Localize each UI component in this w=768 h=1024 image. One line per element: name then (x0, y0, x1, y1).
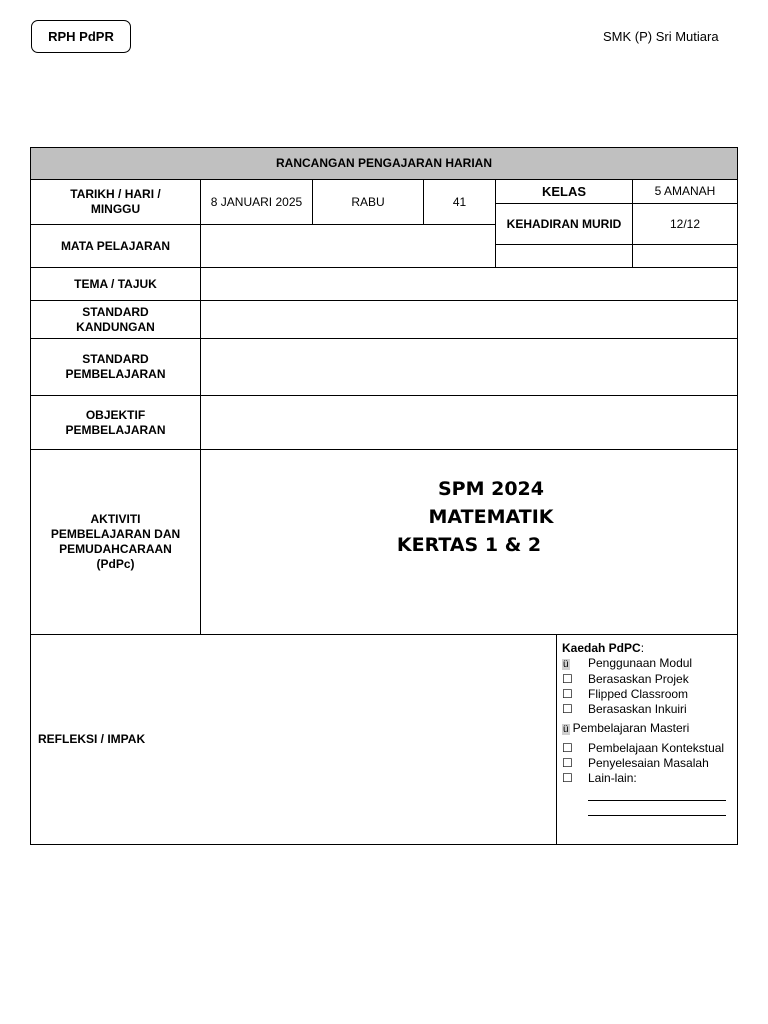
school-name: SMK (P) Sri Mutiara (603, 29, 719, 44)
kaedah-item-label: Flipped Classroom (588, 687, 689, 701)
tema-label: TEMA / TAJUK (30, 267, 200, 300)
kaedah-item-berasaskan-projek[interactable] (562, 672, 734, 687)
kehadiran-label: KEHADIRAN MURID (495, 203, 632, 244)
kaedah-item-label: Lain-lain: (588, 771, 637, 785)
minggu-value: 41 (423, 179, 495, 224)
kaedah-item-pembelajaran-masteri[interactable] (562, 721, 734, 737)
kehadiran-value: 12/12 (632, 203, 738, 244)
mata-pelajaran-value (200, 224, 495, 267)
aktiviti-content (200, 449, 738, 634)
kelas-label: KELAS (495, 179, 632, 203)
checkbox-icon: ☐ (562, 672, 573, 686)
checkbox-icon: ☐ (562, 741, 573, 755)
rph-pdpr-badge: RPH PdPR (31, 20, 131, 53)
blank-cell (632, 244, 738, 267)
kaedah-item-lain-lain[interactable] (562, 771, 734, 786)
mata-pelajaran-label: MATA PELAJARAN (30, 224, 200, 267)
aktiviti-label: AKTIVITI PEMBELAJARAN DAN PEMUDAHCARAAN (PdPc) (30, 449, 200, 634)
kaedah-item-label: Penyelesaian Masalah (588, 756, 709, 770)
tema-value (200, 267, 738, 300)
kaedah-item-label: Berasaskan Inkuiri (588, 702, 687, 716)
kaedah-item-label: Berasaskan Projek (588, 672, 689, 686)
kaedah-item-berasaskan-inkuiri[interactable] (562, 702, 734, 717)
kaedah-title: Kaedah PdPC (562, 641, 641, 655)
standard-pembelajaran-value (200, 338, 738, 395)
kaedah-item-flipped-classroom[interactable] (562, 687, 734, 702)
standard-kandungan-label: STANDARD KANDUNGAN (30, 300, 200, 338)
hari-value: RABU (312, 179, 423, 224)
tarikh-label: TARIKH / HARI / MINGGU (30, 179, 200, 224)
checkbox-icon: ☐ (562, 702, 573, 716)
kaedah-item-penggunaan-modul[interactable] (562, 656, 734, 672)
kaedah-item-penyelesaian-masalah[interactable] (562, 756, 734, 771)
objektif-label: OBJEKTIF PEMBELAJARAN (30, 395, 200, 449)
kaedah-item-label: Pembelajaran Masteri (572, 721, 690, 735)
lain-lain-blank-line[interactable] (588, 786, 726, 801)
aktiviti-line3: KERTAS 1 & 2 (396, 534, 542, 556)
standard-kandungan-value (200, 300, 738, 338)
checkbox-icon: ☐ (562, 756, 573, 770)
checked-mark-icon: ü (563, 724, 569, 735)
aktiviti-line2: MATEMATIK (428, 506, 554, 528)
table-title: RANCANGAN PENGAJARAN HARIAN (30, 147, 738, 179)
checkbox-icon: ☐ (562, 687, 573, 701)
kaedah-item-pembelajaan-kontekstual[interactable] (562, 741, 734, 756)
blank-cell (495, 244, 632, 267)
checked-mark-icon: ü (563, 659, 569, 670)
kelas-value: 5 AMANAH (632, 179, 738, 203)
aktiviti-line1: SPM 2024 (437, 478, 544, 500)
objektif-value (200, 395, 738, 449)
tarikh-value: 8 JANUARI 2025 (200, 179, 312, 224)
kaedah-colon: : (640, 641, 645, 655)
refleksi-label: REFLEKSI / IMPAK (30, 634, 556, 845)
standard-pembelajaran-label: STANDARD PEMBELAJARAN (30, 338, 200, 395)
kaedah-item-label: Penggunaan Modul (588, 656, 693, 670)
lain-lain-blank-line[interactable] (588, 801, 726, 816)
kaedah-item-label: Pembelajaan Kontekstual (588, 741, 725, 755)
checkbox-icon: ☐ (562, 771, 573, 785)
kaedah-pdpc (562, 641, 734, 816)
